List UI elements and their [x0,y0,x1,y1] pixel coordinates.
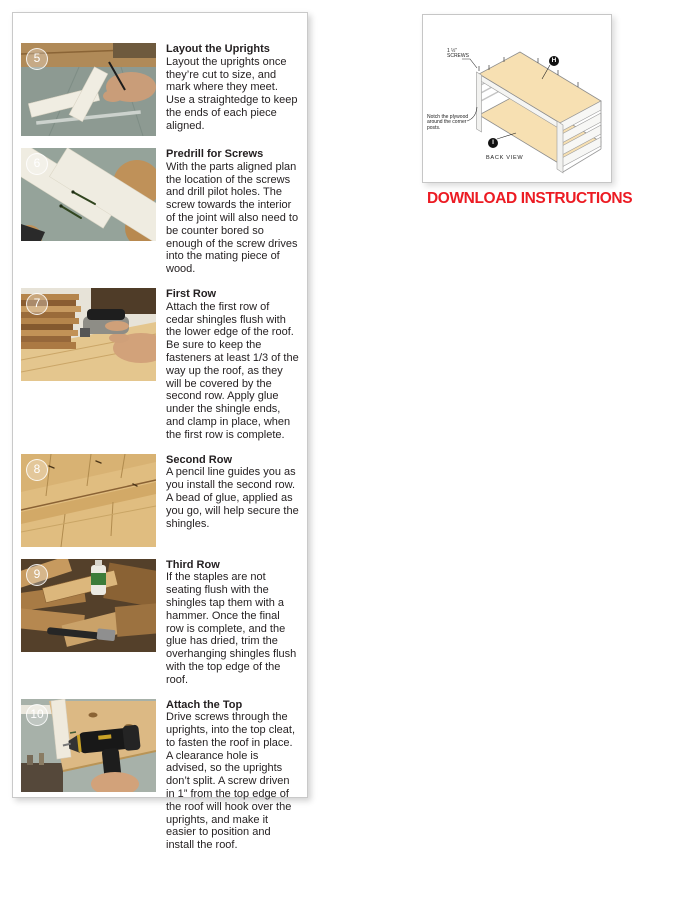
step-title: Layout the Uprights [166,43,270,55]
step-body: With the parts aligned plan the location of the screws and drill pilot holes. The screw towards the interior of the joint will also need to be counter bored so enough of the screw drives into the mating piece of wood. [166,160,299,276]
step-number-badge: 5 [26,48,48,70]
step-row [21,699,299,853]
step-row [21,559,299,687]
step-photo [21,148,156,241]
step-body: Layout the uprights once they’re cut to size, and mark where they meet. Use a straightedge to keep the ends of each piece aligned. [166,55,298,132]
part-marker-i: I [488,138,498,148]
step-body: If the staples are not seating flush with the shingles tap them with a hammer. Once the final row is complete, and the glue has dried, trim the overhanging shingles flush with the top edge of the roof. [166,571,297,686]
step-number-badge: 8 [26,459,48,481]
step-body: A pencil line guides you as you install the second row. A bead of glue, applied as you go, will help secure the shingles. [166,466,299,530]
step-photo [21,454,156,547]
step-photo [21,699,156,792]
notch-plywood-note: Notch the plywood around the corner posts. [427,114,469,131]
step-body: Attach the first row of cedar shingles flush with the lower edge of the roof. Be sure to keep the fasteners at least 1/3 of the way up the roof, as they will be covered by the second row. Apply glue under the shingle ends, and clamp in place, when the first row is complete. [166,300,299,441]
step-row [21,148,299,276]
step-number-badge: 6 [26,153,48,175]
part-marker-h: H [549,56,559,66]
step-photo [21,559,156,652]
step-number-badge: 10 [26,704,48,726]
step-title: Predrill for Screws [166,148,264,160]
step-title: Attach the Top [166,698,243,711]
download-instructions-link[interactable]: DOWNLOAD INSTRUCTIONS [427,190,633,207]
step-photo [21,288,156,381]
back-view-caption: BACK VIEW [486,155,524,161]
step-row [21,288,299,442]
step-number-badge: 9 [26,564,48,586]
step-title: Third Row [166,558,220,571]
step-row [21,43,299,136]
step-body: Drive screws through the uprights, into the top cleat, to fasten the roof in place. A clearance hole is advised, so the uprights don’t split. A screw driven in 1” from the top edge of the roof will hook over the uprights, and make it easier to position and install the roof. [166,711,296,852]
instructions-panel [12,12,308,852]
screws-size-label: 1 ½” SCREWS [447,48,469,60]
step-row [21,454,299,547]
step-photo [21,43,156,136]
step-title: Second Row [166,453,233,466]
assembly-diagram-box [422,14,612,183]
step-number-badge: 7 [26,293,48,315]
step-title: First Row [166,287,217,300]
